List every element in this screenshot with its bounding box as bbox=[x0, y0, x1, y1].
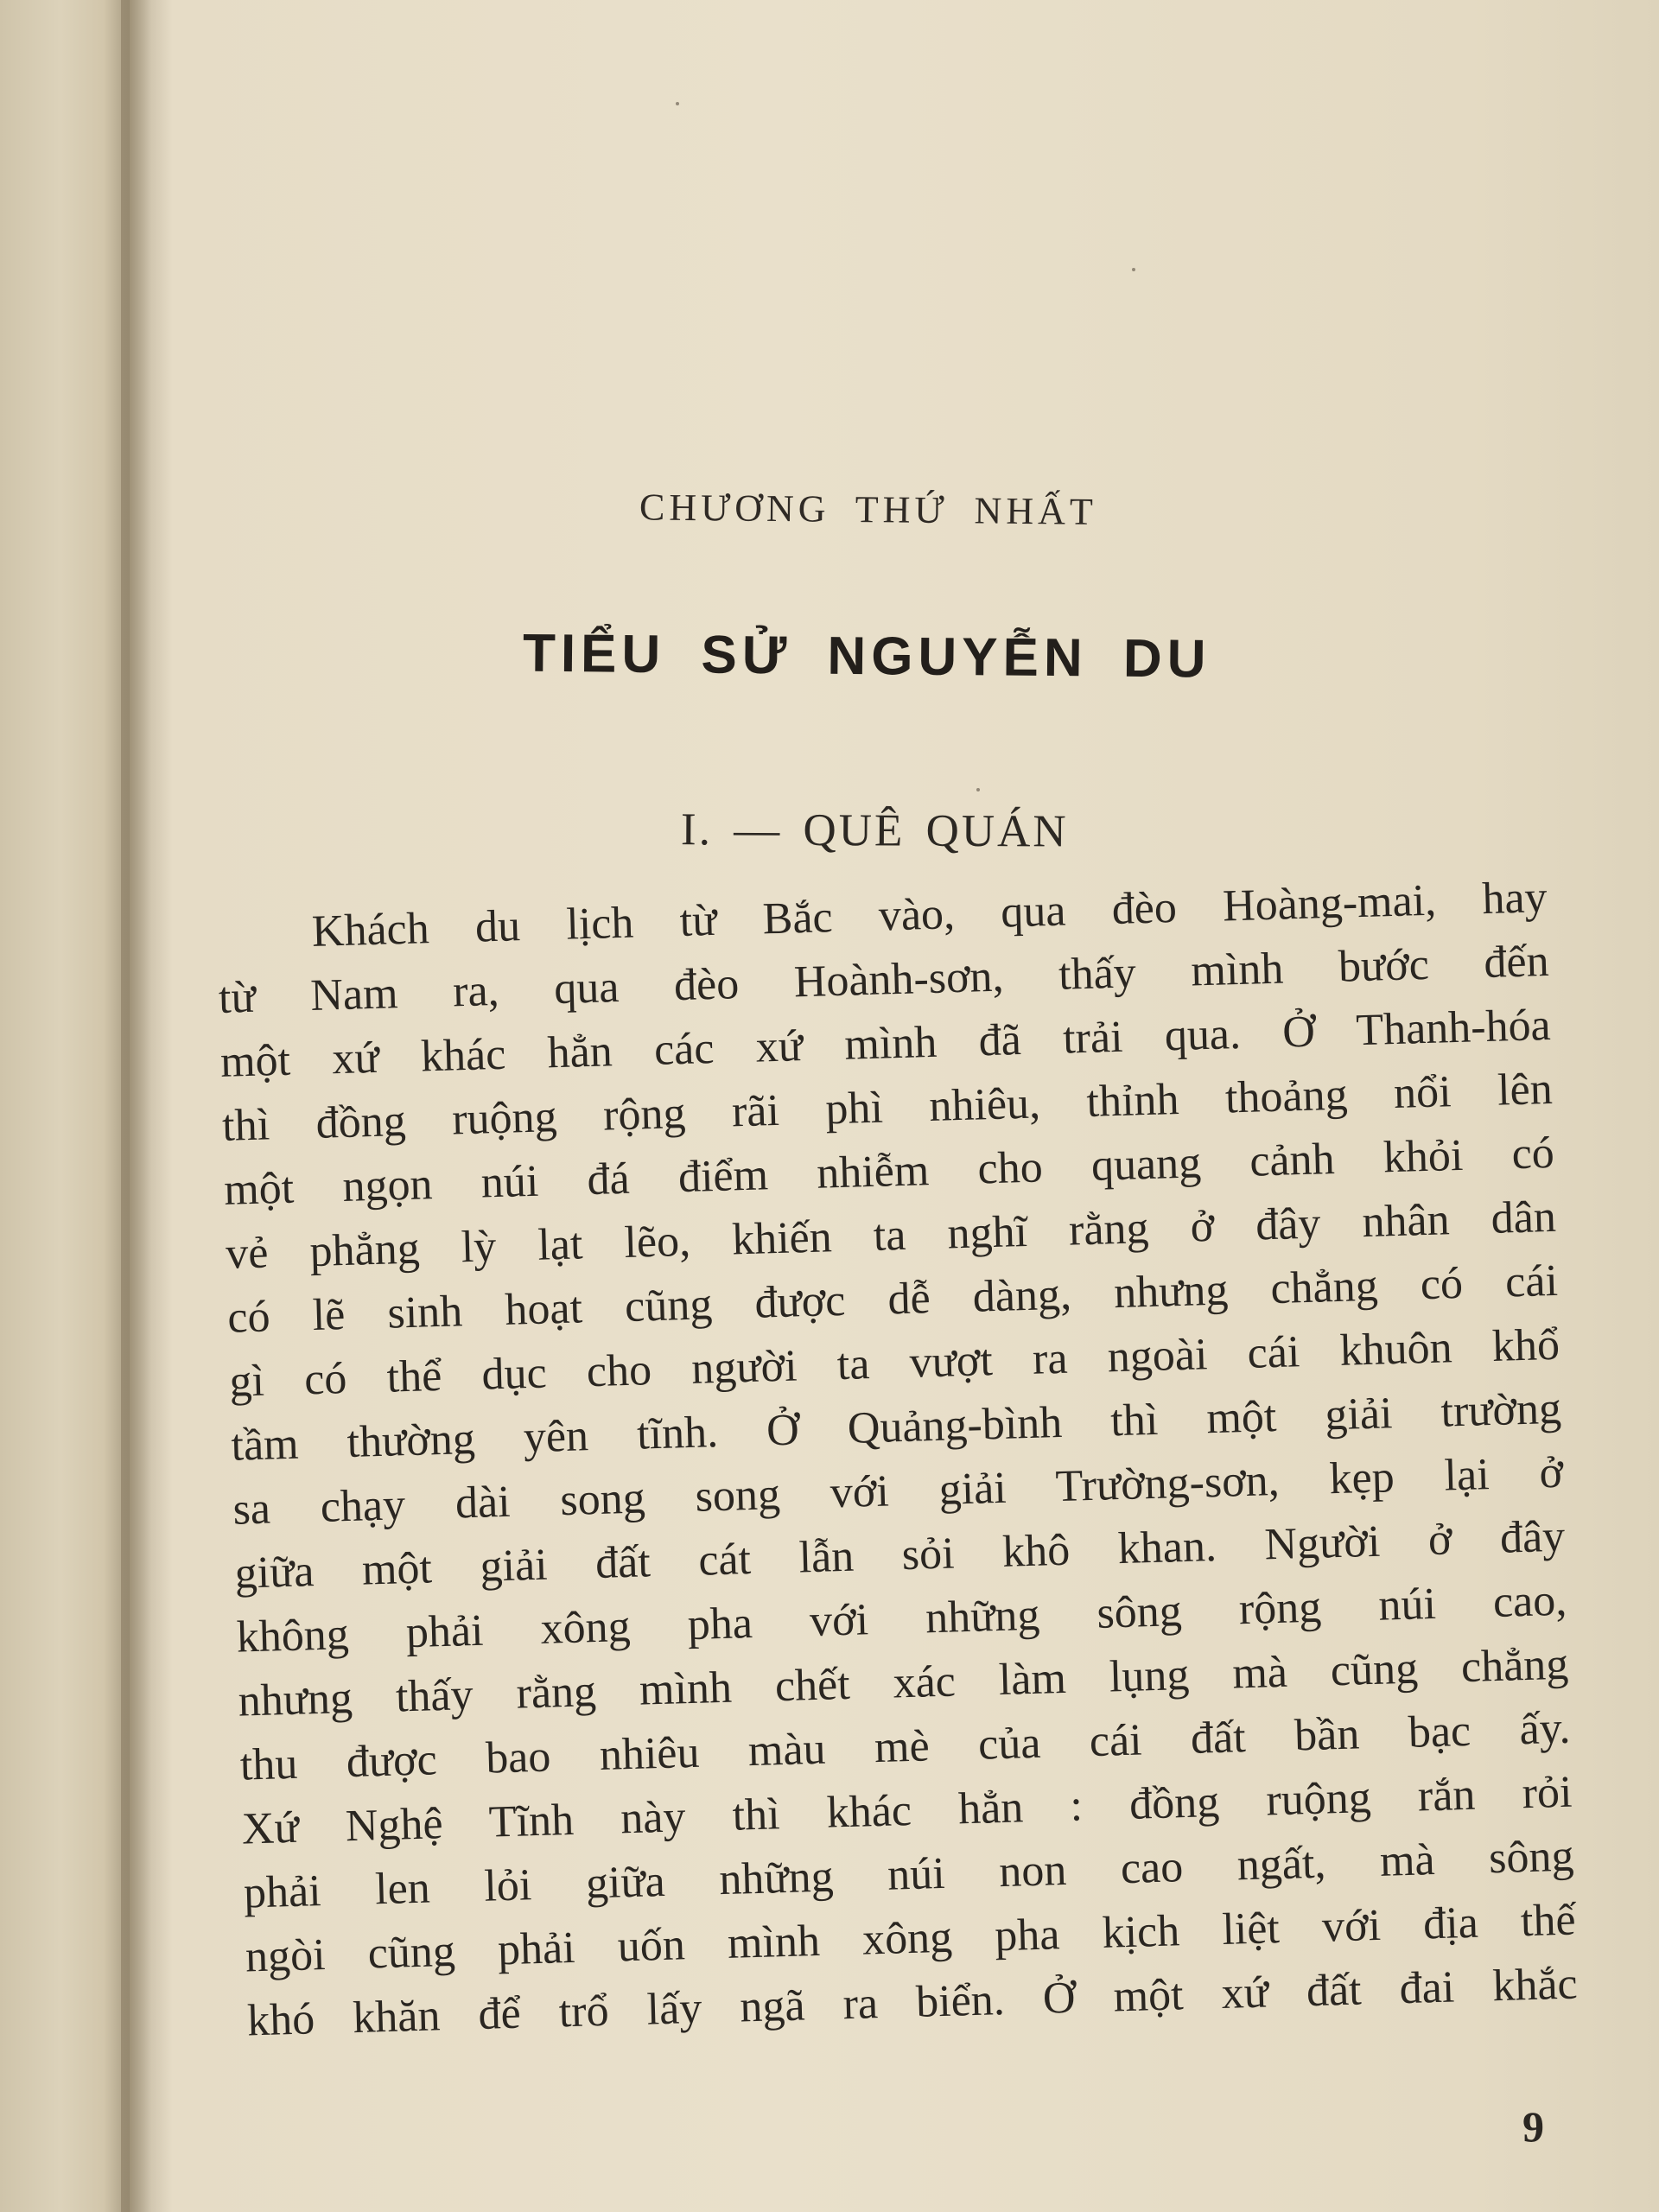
paper-speck bbox=[676, 102, 679, 105]
chapter-title: TIỂU SỬ NGUYỄN DU bbox=[522, 623, 1211, 690]
paragraph-line: giữa một giải đất cát lẫn sỏi khô khan. Người ở đây bbox=[233, 1511, 1566, 1599]
paper-speck bbox=[976, 788, 980, 791]
paragraph-line: từ Nam ra, qua đèo Hoành-sơn, thấy mình bước đến bbox=[218, 936, 1550, 1023]
paragraph-line: nhưng thấy rằng mình chết xác làm lụng mà cũng chẳng bbox=[238, 1639, 1570, 1726]
page-number: 9 bbox=[1522, 2102, 1544, 2151]
paragraph-line: một xứ khác hẳn các xứ mình đã trải qua. Ở Thanh-hóa bbox=[219, 1000, 1552, 1087]
left-page-edge bbox=[0, 0, 130, 2212]
paragraph-line: có lẽ sinh hoạt cũng được dễ dàng, nhưng chẳng có cái bbox=[226, 1255, 1559, 1343]
paragraph-line: vẻ phẳng lỳ lạt lẽo, khiến ta nghĩ rằng ở đây nhân dân bbox=[225, 1192, 1557, 1279]
book-page bbox=[130, 0, 1659, 2212]
paragraph-line: khó khăn để trổ lấy ngã ra biển. Ở một xứ đất đai khắc bbox=[246, 1959, 1579, 2046]
paragraph-line: một ngọn núi đá điểm nhiễm cho quang cảnh khỏi có bbox=[223, 1128, 1555, 1215]
paragraph-line: Xứ Nghệ Tĩnh này thì khác hẳn : đồng ruộng rắn rỏi bbox=[241, 1767, 1573, 1854]
paper-speck bbox=[1132, 268, 1135, 271]
paragraph-line: thì đồng ruộng rộng rãi phì nhiêu, thỉnh thoảng nổi lên bbox=[221, 1064, 1554, 1151]
paragraph-line: Khách du lịch từ Bắc vào, qua đèo Hoàng-mai, hay bbox=[311, 872, 1548, 957]
section-heading: I. — QUÊ QUÁN bbox=[680, 804, 1069, 857]
paragraph-line: không phải xông pha với những sông rộng núi cao, bbox=[235, 1575, 1567, 1662]
paragraph-line: thu được bao nhiêu màu mè của cái đất bần bạc ấy. bbox=[239, 1703, 1572, 1790]
paragraph-line: sa chạy dài song song với giải Trường-sơn, kẹp lại ở bbox=[232, 1447, 1564, 1535]
paragraph-line: gì có thể dục cho người ta vượt ra ngoài cái khuôn khổ bbox=[228, 1319, 1560, 1407]
chapter-label: CHƯƠNG THỨ NHẤT bbox=[639, 486, 1098, 533]
paragraph-line: phải len lỏi giữa những núi non cao ngất, mà sông bbox=[243, 1831, 1575, 1918]
paragraph-line: tầm thường yên tĩnh. Ở Quảng-bình thì một giải trường bbox=[230, 1383, 1562, 1471]
paragraph-line: ngòi cũng phải uốn mình xông pha kịch liệt với địa thế bbox=[245, 1895, 1577, 1982]
body-paragraph bbox=[216, 862, 1659, 2053]
